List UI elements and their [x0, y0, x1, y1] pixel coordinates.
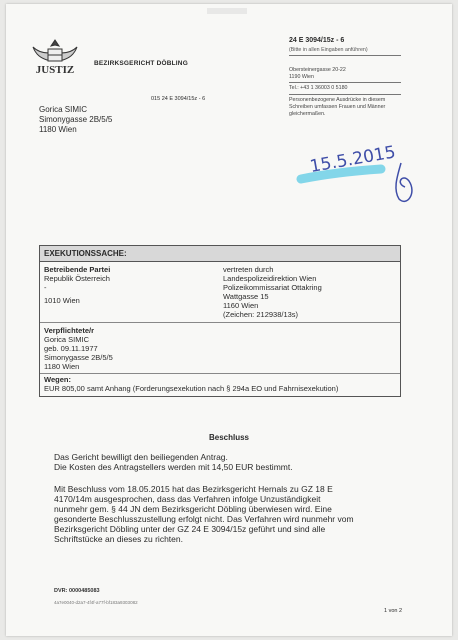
recipient-name: Gorica SIMIC	[39, 105, 88, 114]
recipient-city: 1180 Wien	[39, 125, 77, 134]
austrian-eagle-logo-icon	[27, 37, 83, 79]
rep-line: 1160 Wien	[223, 301, 259, 310]
notice-line: Personenbezogene Ausdrücke in diesem	[289, 97, 386, 103]
reference-line: 015 24 E 3094/15z - 6	[151, 96, 206, 102]
dvr-number: DVR: 0000485083	[54, 588, 100, 594]
debtor-label: Verpflichtete/r	[44, 326, 95, 335]
debtor-line: Simonygasse 2B/5/5	[44, 353, 113, 362]
notice-line: gleichermaßen.	[289, 111, 326, 117]
creditor-city: 1010 Wien	[44, 296, 80, 305]
reason-label: Wegen:	[44, 375, 71, 384]
signature-mark	[396, 163, 412, 201]
case-details-box	[39, 245, 401, 397]
reason-text: EUR 805,00 samt Anhang (Forderungsexekution nach § 294a EO und Fahrnisexekution)	[44, 384, 339, 393]
paragraph-line: Das Gericht bewilligt den beiliegenden Antrag.	[54, 452, 228, 462]
decision-paragraph-1	[54, 452, 404, 472]
document-page	[6, 4, 452, 636]
rep-line: vertreten durch	[223, 265, 274, 274]
rep-line: Polizeikommissariat Ottakring	[223, 283, 322, 292]
rep-line: Landespolizeidirektion Wien	[223, 274, 317, 283]
paragraph-line: gesonderte Beschlusszustellung erfolgt nicht. Das Verfahren wird nunmehr vom	[54, 514, 354, 524]
document-hash: 4a7e0040-d2a7-4f4f-a77f-bf183a9303082	[54, 600, 138, 605]
rep-line: Wattgasse 15	[223, 292, 269, 301]
divider	[40, 322, 400, 323]
address-line: Obersteinergasse 20-22	[289, 67, 346, 73]
recipient-address	[39, 105, 112, 135]
debtor-line: Gorica SIMIC	[44, 335, 90, 344]
scan-mark	[207, 8, 247, 14]
recipient-street: Simonygasse 2B/5/5	[39, 115, 113, 124]
creditor-dash: -	[44, 283, 47, 292]
gender-notice	[289, 97, 385, 118]
handwritten-date: 15.5.2015	[308, 142, 398, 178]
court-name: BEZIRKSGERICHT DÖBLING	[94, 60, 188, 67]
creditor-label: Betreibende Partei	[44, 265, 111, 274]
divider	[289, 94, 401, 95]
paragraph-line: Die Kosten des Antragstellers werden mit 14,50 EUR bestimmt.	[54, 462, 293, 472]
handwritten-date-stamp	[281, 137, 431, 217]
debtor-line: geb. 09.11.1977	[44, 344, 98, 353]
decision-heading: Beschluss	[208, 433, 250, 442]
representative-section	[223, 265, 322, 319]
case-number-note: (Bitte in allen Eingaben anführen)	[289, 47, 368, 53]
creditor-section	[44, 265, 110, 305]
divider	[40, 373, 400, 374]
court-address	[289, 67, 346, 81]
logo-wordmark: JUSTIZ	[35, 64, 75, 76]
divider	[289, 55, 401, 56]
paragraph-line: Mit Beschluss vom 18.05.2015 hat das Bezirksgericht Hernals zu GZ 18 E	[54, 484, 333, 494]
paragraph-line: Schriftstücke an dieses zu richten.	[54, 534, 183, 544]
decision-paragraph-2	[54, 484, 404, 544]
paragraph-line: 4170/14m ausgesprochen, dass das Verfahren infolge Unzuständigkeit	[54, 494, 321, 504]
debtor-line: 1180 Wien	[44, 362, 80, 371]
debtor-section	[44, 326, 113, 371]
notice-line: Schreiben umfassen Frauen und Männer	[289, 104, 386, 110]
rep-line: (Zeichen: 212938/13s)	[223, 310, 299, 319]
box-title: EXEKUTIONSSACHE:	[44, 249, 127, 258]
creditor-name: Republik Österreich	[44, 274, 110, 283]
page-number: 1 von 2	[384, 608, 403, 614]
address-line: 1190 Wien	[289, 74, 314, 80]
case-number: 24 E 3094/15z - 6	[289, 37, 345, 44]
box-header	[40, 246, 400, 262]
paragraph-line: Bezirksgericht Döbling unter der GZ 24 E 3094/15z geführt und sind alle	[54, 524, 326, 534]
reason-section	[44, 375, 338, 393]
divider	[289, 82, 401, 83]
court-phone: Tel.: +43 1 36003 0 5180	[289, 85, 348, 91]
paragraph-line: nunmehr gem. § 44 JN dem Bezirksgericht Döbling überwiesen wird. Eine	[54, 504, 332, 514]
